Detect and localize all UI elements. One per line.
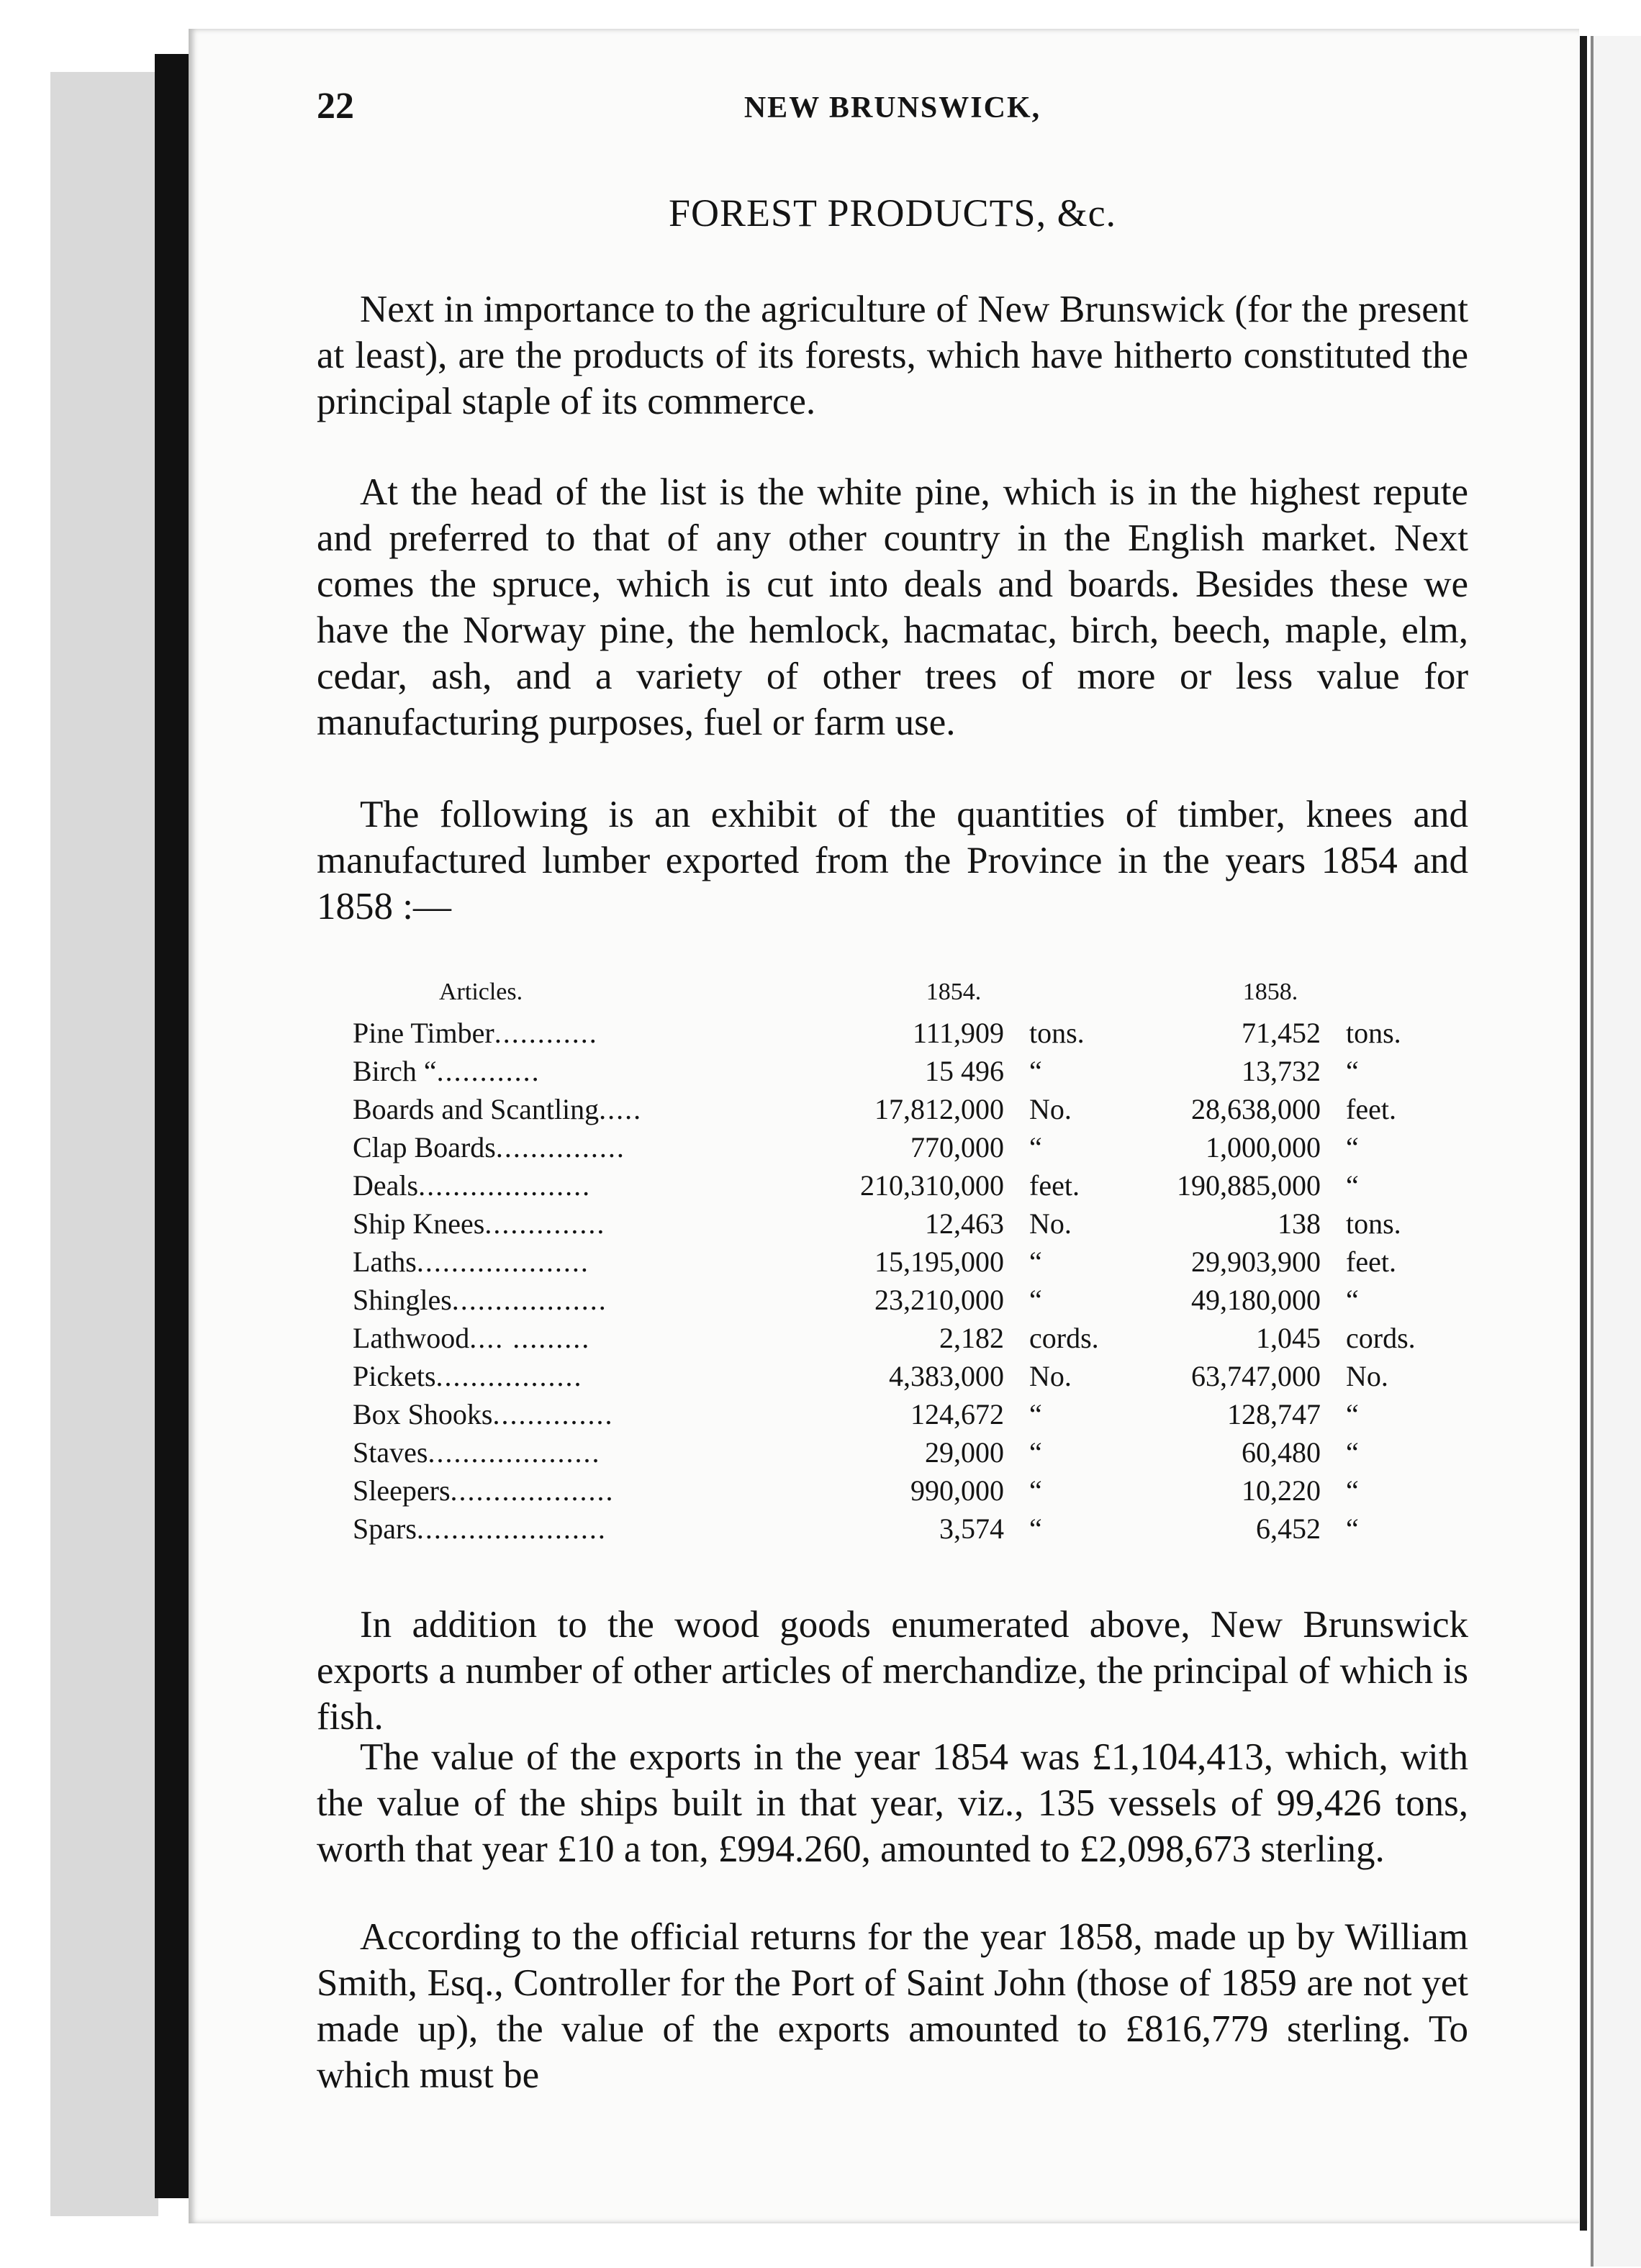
row-value-1858: 128,747 [1227,1398,1321,1430]
table-row [353,1397,1475,1435]
leader-dots: ................... [450,1474,615,1507]
article-label: Birch “ [353,1055,437,1087]
row-unit-1858: “ [1346,1436,1359,1469]
row-unit-1854: “ [1029,1512,1042,1545]
row-value-1854: 15,195,000 [874,1246,1004,1278]
table-row [353,1169,1475,1207]
row-unit-1858: “ [1346,1398,1359,1430]
row-unit-1858: cords. [1346,1322,1416,1354]
article-label: Lathwood [353,1322,470,1354]
table-header [353,979,1475,1016]
row-unit-1858: “ [1346,1055,1359,1087]
row-unit-1858: “ [1346,1512,1359,1545]
row-unit-1854: “ [1029,1436,1042,1469]
article-label: Boards and Scantling [353,1093,600,1125]
leader-dots: .... ......... [469,1322,591,1354]
row-value-1854: 12,463 [925,1207,1004,1240]
row-value-1858: 71,452 [1242,1017,1321,1049]
table-row [353,1054,1475,1092]
table-row [353,1512,1475,1550]
article-label: Deals [353,1169,419,1202]
row-unit-1854: feet. [1029,1169,1080,1202]
next-page-edge [1591,36,1641,2267]
export-table [353,979,1475,1550]
row-value-1854: 17,812,000 [874,1093,1004,1125]
row-value-1854: 210,310,000 [860,1169,1004,1202]
row-value-1854: 2,182 [939,1322,1004,1354]
paragraph-intro: Next in importance to the agriculture of New Brunswick (for the present at least), are the products of its forests, which have hitherto constituted the principal staple of its commerce. [317,289,1468,422]
row-value-1858: 138 [1278,1207,1321,1240]
row-unit-1858: “ [1346,1284,1359,1316]
article-label: Ship Knees [353,1207,485,1240]
row-value-1854: 15 496 [925,1055,1004,1087]
leader-dots: .............. [484,1207,606,1240]
leader-dots: .............. [492,1398,614,1430]
article-label: Shingles [353,1284,452,1316]
page-edge-shadow [1580,36,1587,2231]
running-title: NEW BRUNSWICK, [743,91,1041,124]
row-unit-1858: No. [1346,1360,1388,1392]
table-row [353,1092,1475,1130]
leader-dots: .................... [416,1246,589,1278]
row-unit-1854: “ [1029,1055,1042,1087]
row-value-1854: 111,909 [912,1017,1004,1049]
row-value-1854: 29,000 [925,1436,1004,1469]
row-value-1858: 60,480 [1242,1436,1321,1469]
facing-page-edge [50,72,158,2216]
paragraph-value-1858: According to the official returns for the year 1858, made up by William Smith, Esq., Controller for the Port of Saint John (those of 1859 are not yet made up), the value of the exports amounted to £816,779 sterling. To which must be [317,1916,1468,2096]
article-label: Clap Boards [353,1131,496,1164]
leader-dots: .................... [418,1169,592,1202]
leader-dots: ............ [436,1055,541,1087]
row-unit-1854: No. [1029,1207,1072,1240]
row-value-1854: 23,210,000 [874,1284,1004,1316]
table-row [353,1283,1475,1321]
row-unit-1858: tons. [1346,1207,1401,1240]
row-value-1858: 6,452 [1256,1512,1321,1545]
article-label: Sleepers [353,1474,451,1507]
article-label: Laths [353,1246,417,1278]
header-articles: Articles. [439,979,523,1005]
row-unit-1858: “ [1346,1131,1359,1164]
row-value-1858: 10,220 [1242,1474,1321,1507]
article-label: Pine Timber [353,1017,494,1049]
leader-dots: .................... [428,1436,601,1469]
paragraph-trees: At the head of the list is the white pine, which is in the highest repute and preferred to that of any other country in the English market. Next comes the spruce, which is cut into deals and boards. Besides these we have the Norway pine, the hemlock, hacmatac, birch, beech, maple, elm, cedar, ash, and a variety of other trees of more or less value for manufacturing purposes, fuel or farm use. [317,471,1468,743]
leader-dots: .................. [451,1284,607,1316]
table-row [353,1130,1475,1169]
row-value-1858: 28,638,000 [1191,1093,1321,1125]
row-unit-1858: feet. [1346,1093,1396,1125]
table-row [353,1016,1475,1054]
row-unit-1854: “ [1029,1474,1042,1507]
row-value-1858: 1,000,000 [1206,1131,1321,1164]
table-row [353,1435,1475,1474]
row-value-1858: 63,747,000 [1191,1360,1321,1392]
row-unit-1854: “ [1029,1131,1042,1164]
row-unit-1854: “ [1029,1284,1042,1316]
article-label: Spars [353,1512,417,1545]
article-label: Pickets [353,1360,436,1392]
header-1858: 1858. [1242,979,1298,1005]
paragraph-other-exports: In addition to the wood goods enumerated above, New Brunswick exports a number of other articles of merchandize, the principal of which is fish. [317,1604,1468,1738]
header-1854: 1854. [926,979,982,1005]
row-unit-1854: “ [1029,1398,1042,1430]
row-value-1858: 49,180,000 [1191,1284,1321,1316]
table-row [353,1474,1475,1512]
row-value-1854: 3,574 [939,1512,1004,1545]
row-value-1858: 13,732 [1242,1055,1321,1087]
row-unit-1854: tons. [1029,1017,1085,1049]
row-value-1858: 29,903,900 [1191,1246,1321,1278]
running-head [317,85,1468,142]
row-unit-1858: tons. [1346,1017,1401,1049]
leader-dots: ..... [599,1093,643,1125]
paragraph-exhibit: The following is an exhibit of the quantities of timber, knees and manufactured lumber exported from the Province in the years 1854 and 1858 :— [317,794,1468,927]
leader-dots: ............ [494,1017,598,1049]
leader-dots: ............... [495,1131,625,1164]
row-value-1854: 4,383,000 [889,1360,1004,1392]
article-label: Staves [353,1436,428,1469]
table-row [353,1245,1475,1283]
row-unit-1854: No. [1029,1093,1072,1125]
row-unit-1854: “ [1029,1246,1042,1278]
section-title: FOREST PRODUCTS, &c. [668,191,1117,235]
leader-dots: ................. [435,1360,583,1392]
row-value-1854: 770,000 [910,1131,1004,1164]
row-unit-1858: “ [1346,1169,1359,1202]
paragraph-value-1854: The value of the exports in the year 1854 was £1,104,413, which, with the value of the ships built in that year, viz., 135 vessels of 99,426 tons, worth that year £10 a ton, £994.260, amounted to £2,098,673 sterling. [317,1736,1468,1870]
row-value-1854: 124,672 [910,1398,1004,1430]
table-row [353,1207,1475,1245]
row-unit-1858: “ [1346,1474,1359,1507]
page-number: 22 [317,86,354,127]
table-row [353,1359,1475,1397]
leader-dots: ...................... [416,1512,607,1545]
row-unit-1854: No. [1029,1360,1072,1392]
row-unit-1854: cords. [1029,1322,1099,1354]
article-label: Box Shooks [353,1398,493,1430]
row-unit-1858: feet. [1346,1246,1396,1278]
table-row [353,1321,1475,1359]
row-value-1854: 990,000 [910,1474,1004,1507]
row-value-1858: 190,885,000 [1177,1169,1321,1202]
row-value-1858: 1,045 [1256,1322,1321,1354]
